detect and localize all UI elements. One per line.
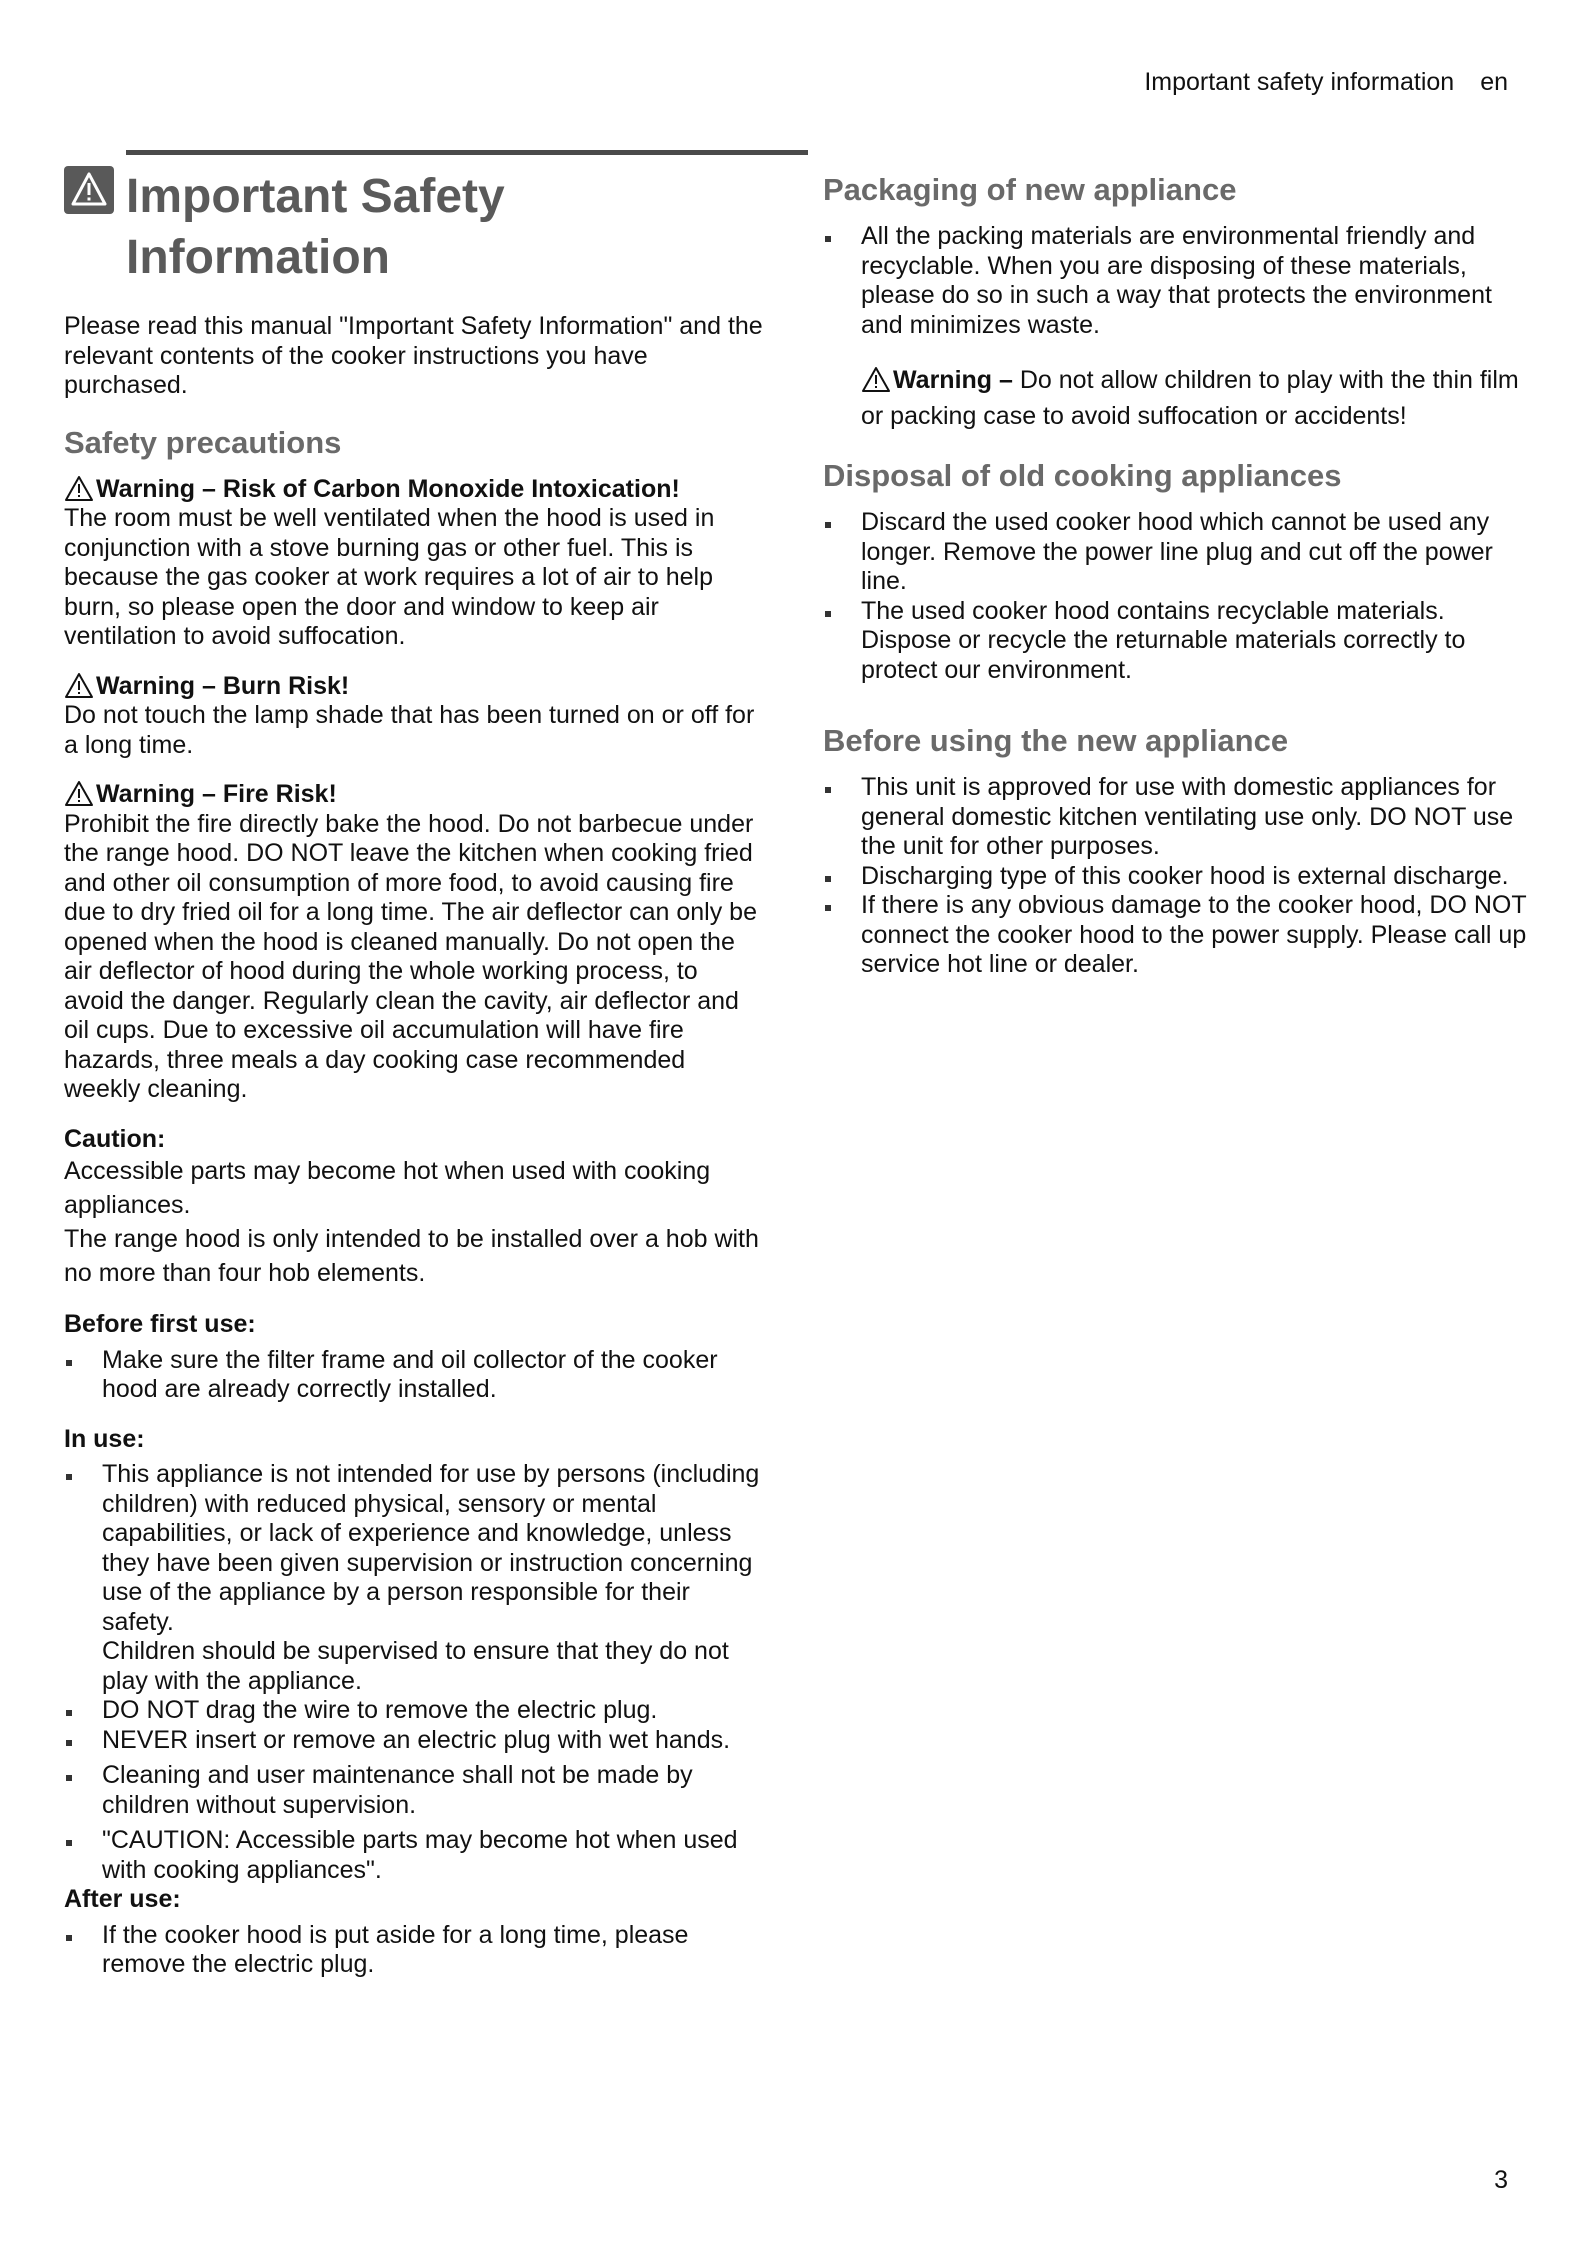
warning-text: Prohibit the fire directly bake the hood. Do not barbecue under the range hood. DO NOT leave the kitchen when cooking fried and other oil consumption of more food, to avoid causing fire due to dry fried oil for a long time. The air deflector can only be opened when the hood is cleaned manually. Do not open the air deflector of hood during the whole working process, to avoid the danger. Regularly clean the cavity, air deflector and oil cups. Due to excessive oil accumulation will have fire hazards, three meals a day cooking case recommended weekly cleaning. [64,809,757,1103]
list-item: All the packing materials are environmental friendly and recyclable. When you are disposing of these materials, please do so in such a way that protects the environment and minimizes waste. [823,222,1533,340]
header-section-title: Important safety information [1144,68,1455,96]
list-item: DO NOT drag the wire to remove the electric plug. [64,1696,764,1726]
warning-triangle-icon [64,672,94,699]
warning-fire-risk [64,780,764,1105]
list-item: If there is any obvious damage to the cooker hood, DO NOT connect the cooker hood to the power supply. Please call up service hot line or dealer. [823,891,1533,980]
title-rule [126,150,808,155]
list-item: NEVER insert or remove an electric plug with wet hands. [64,1726,764,1756]
packaging-list [823,222,1533,340]
before-using-list [823,773,1533,980]
caution-text: The range hood is only intended to be installed over a hob with no more than four hob elements. [64,1225,759,1287]
page-title [126,166,764,288]
warning-triangle-icon [64,166,114,214]
title-line-2: Information [126,231,390,284]
in-use-list [64,1460,764,1885]
warning-triangle-icon [64,780,94,807]
intro-paragraph: Please read this manual "Important Safety Information" and the relevant contents of the cooker instructions you have purchased. [64,312,763,399]
warning-text: The room must be well ventilated when the hood is used in conjunction with a stove burning gas or other fuel. This is because the gas cooker at work requires a lot of air to help burn, so please open the door and window to keep air ventilation to avoid suffocation. [64,504,715,650]
warning-carbon-monoxide [64,475,764,652]
list-item: "CAUTION: Accessible parts may become hot when used with cooking appliances". [64,1826,764,1885]
left-column [64,150,764,1980]
running-header [1144,68,1508,97]
warning-heading: Warning – Fire Risk! [64,780,764,810]
list-item: This appliance is not intended for use by persons (including children) with reduced physical, sensory or mental capabilities, or lack of experience and knowledge, unless they have been given supervision or instruction concerning use of the appliance by a person responsible for their safety. Children should be supervised to ensure that they do not play with the appliance. [64,1460,764,1696]
warning-triangle-icon [861,366,891,393]
after-use-list [64,1921,764,1980]
before-first-use-list [64,1346,764,1405]
header-language: en [1480,68,1508,96]
safety-precautions-heading: Safety precautions [64,424,342,460]
warning-heading: Warning – Burn Risk! [64,672,764,702]
title-block [64,150,764,288]
warning-label: Warning – [893,366,1013,394]
in-use-heading: In use: [64,1424,145,1453]
packaging-heading: Packaging of new appliance [823,172,1237,207]
list-item: This unit is approved for use with domestic appliances for general domestic kitchen ventilating use only. DO NOT use the unit for other purposes. [823,773,1533,862]
list-item: The used cooker hood contains recyclable materials. Dispose or recycle the returnable materials correctly to protect our environment. [823,597,1533,686]
title-line-1: Important Safety [126,170,505,223]
right-column [823,150,1533,980]
caution-text: Accessible parts may become hot when used with cooking appliances. [64,1157,711,1219]
after-use-heading: After use: [64,1885,181,1913]
warning-heading: Warning – Risk of Carbon Monoxide Intoxication! [64,475,764,505]
packaging-warning [861,362,1533,434]
warning-burn-risk [64,672,764,761]
list-item: If the cooker hood is put aside for a long time, please remove the electric plug. [64,1921,764,1980]
list-item: Discharging type of this cooker hood is external discharge. [823,862,1533,892]
disposal-heading: Disposal of old cooking appliances [823,458,1342,493]
list-item: Make sure the filter frame and oil collector of the cooker hood are already correctly installed. [64,1346,764,1405]
list-item: Discard the used cooker hood which cannot be used any longer. Remove the power line plug and cut off the power line. [823,508,1533,597]
warning-triangle-icon [64,475,94,502]
before-using-heading: Before using the new appliance [823,723,1289,758]
list-item: Cleaning and user maintenance shall not be made by children without supervision. [64,1761,764,1820]
caution-heading: Caution: [64,1124,166,1153]
page-number: 3 [1494,2166,1508,2194]
list-item-extra: Children should be supervised to ensure that they do not play with the appliance. [102,1637,729,1695]
warning-text: Do not touch the lamp shade that has been turned on or off for a long time. [64,701,755,759]
disposal-list [823,508,1533,685]
warning-text: Do not allow children to play with the thin film or packing case to avoid suffocation or accidents! [861,366,1519,430]
before-first-use-heading: Before first use: [64,1310,256,1338]
